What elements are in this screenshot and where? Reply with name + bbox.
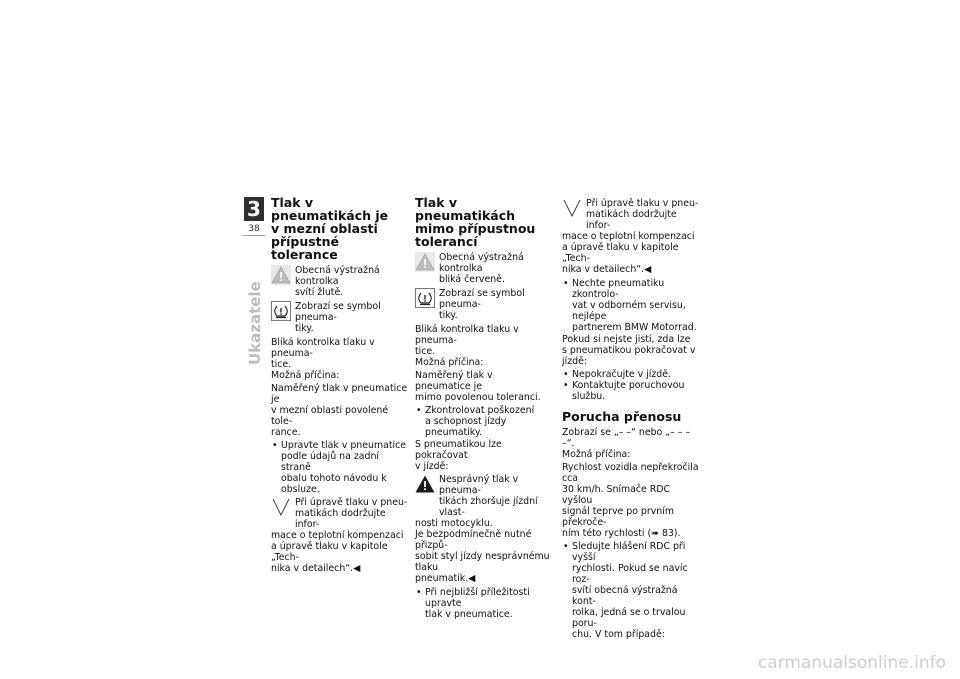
warning-note: Obecná výstražná kontrolka svítí žlutě.: [271, 265, 409, 298]
chapter-title: Ukazatele: [246, 281, 264, 365]
tire-note: Zobrazí se symbol pneuma- tiky.: [271, 301, 409, 334]
info-note: Při úpravě tlaku v pneu- matikách dodržujte infor- mace o teplotní kompenzaci a úpravě tlaku v kapitole „Tech- nika v detailech“.◀: [562, 198, 699, 275]
warning-triangle-icon: [415, 252, 435, 272]
paragraph: Naměřený tlak v pneumatice je mimo povolenou toleranci.: [415, 370, 541, 403]
watermark[interactable]: carmanualsonline.info: [757, 653, 946, 673]
column-3: [562, 196, 700, 641]
section-title: Tlak v pneumatikách je v mezní oblasti přípustné tolerance: [271, 195, 389, 262]
warning-triangle-icon: [271, 265, 291, 285]
paragraph: Naměřený tlak v pneumatice je v mezní oblasti povolené tole- rance.: [271, 383, 408, 438]
list-item: • Zkontrolovat poškození a schopnost jízdy pneumatiky.: [415, 405, 551, 438]
column-1: [271, 196, 409, 577]
list-item: • Upravte tlak v pneumatice podle údajů na zadní straně obalu tohoto návodu k obsluze.: [271, 440, 409, 495]
list-item: • Nepokračujte v jízdě.: [562, 369, 700, 380]
paragraph: S pneumatikou lze pokračovat v jízdě:: [415, 439, 502, 472]
tire-pressure-icon: [271, 301, 291, 321]
bullet-list: [562, 369, 700, 402]
list-item: • Nechte pneumatiku zkontrolo- vat v odborném servisu, nejlépe partnerem BMW Motorrad.: [562, 278, 700, 333]
section-title: Porucha přenosu: [562, 409, 682, 424]
list-item: • Kontaktujte poruchovou službu.: [562, 380, 700, 402]
paragraph: Pokud si nejste jistí, zda lze s pneumatikou pokračovat v jízdě:: [562, 334, 696, 367]
info-note: Při úpravě tlaku v pneu- matikách dodržujte infor- mace o teplotní kompenzaci a úpravě tlaku v kapitole „Tech- nika v detailech“.◀: [271, 497, 408, 574]
bullet-list: [415, 405, 551, 438]
list-item: • Sledujte hlášení RDC při vyšší rychlosti. Pokud se navíc roz- svítí obecná výstražná kont- rolka, jedná se o trvalou poru- chu. V tom případě:: [562, 541, 700, 640]
warning-note: Nesprávný tlak v pneuma- tikách zhoršuje jízdní vlast- nosti motocyklu. Je bezpodmínečně nutné přizpů- sobit styl jízdy nesprávnému tlaku pneumatik.◀: [415, 474, 550, 584]
paragraph: Rychlost vozidla nepřekročila cca 30 km/h. Snímače RDC vyšlou signál teprve po prvním překroče- ním této rychlosti (➠ 83).: [562, 462, 699, 539]
page-number: 38: [240, 224, 268, 236]
section-title: Tlak v pneumatikách mimo přípustnou tolerancí: [415, 195, 536, 249]
warning-note: Obecná výstražná kontrolka bliká červeně.: [415, 252, 551, 285]
bullet-list: [562, 541, 700, 640]
chapter-number: 3: [244, 197, 264, 221]
paragraph: Bliká kontrolka tlaku v pneuma- tice. Možná příčina:: [271, 337, 375, 381]
tire-note: Zobrazí se symbol pneuma- tiky.: [415, 288, 551, 321]
tire-pressure-icon: [415, 288, 435, 308]
bullet-list: [562, 278, 700, 333]
list-item: • Při nejbližší příležitosti upravte tlak v pneumatice.: [415, 587, 551, 620]
info-triangle-icon: [271, 497, 291, 517]
bullet-list: [271, 440, 409, 495]
bullet-list: [415, 587, 551, 620]
column-2: [415, 196, 551, 621]
info-triangle-icon: [562, 198, 582, 218]
paragraph: Bliká kontrolka tlaku v pneuma- tice. Možná příčina:: [415, 324, 519, 368]
paragraph: Zobrazí se „– –“ nebo „– – – –“. Možná příčina:: [562, 427, 691, 460]
warning-triangle-icon: [415, 474, 435, 494]
